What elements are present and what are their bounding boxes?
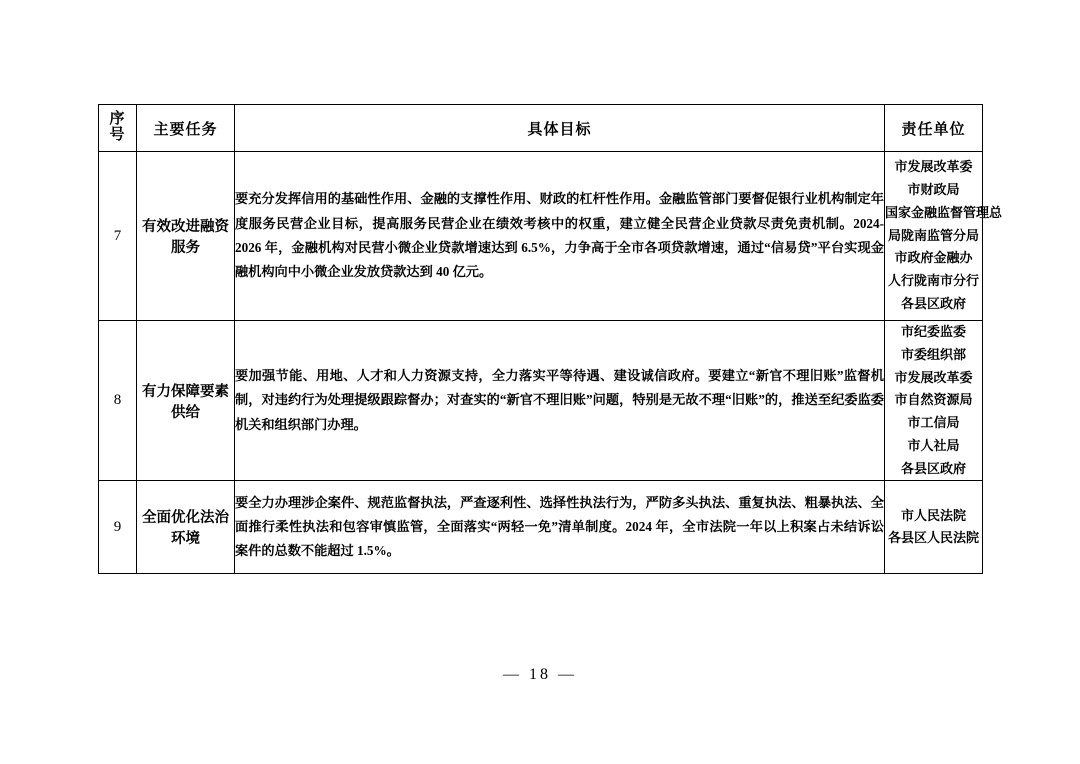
row-goal-part1: 要加强节能、用地、人才和人力资源支持，全力落实平等待遇、建设诚信政府。要建立“新官不理旧账”监督机制，对违约行为处理提级跟踪督办；对查实的“新官不理旧账”问题，特别是无故不理“旧账”的，推送至纪委监委机关和组织部门办理。 — [235, 367, 884, 432]
row-unit — [885, 481, 983, 574]
page-number: — 18 — — [503, 666, 577, 683]
row-goal-part1: 要充分发挥信用的基础性作用、金融的支撑性作用、财政的杠杆性作用。金融监管部门要督促银行业机构制定年度服务民营企业目标，提高服务民营企业在绩效考核中的权重，建立健全民营企业贷款尽责免责机制。 — [235, 191, 884, 231]
unit-item: 市财政局 — [907, 182, 960, 198]
unit-item: 市政府金融办 — [894, 250, 973, 266]
row-task: 全面优化法治环境 — [137, 481, 235, 574]
unit-item: 市发展改革委 — [894, 369, 973, 385]
row-goal-part1: 要全力办理涉企案件、规范监督执法，严查逐利性、选择性执法行为，严防多头执法、重复执法、粗暴执法、全面推行柔性执法和包容审慎监管，全面落实“两轻一免”清单制度。 — [235, 494, 884, 535]
unit-item: 国家金融监督管理总 — [885, 204, 1003, 220]
unit-item: 市发展改革委 — [894, 159, 973, 175]
row-unit — [885, 321, 983, 481]
unit-item: 市纪委监委 — [900, 324, 966, 339]
row-goal-part2: 2024 年，全市法院一年以上积案占未结诉讼案件的总数不能超过 1.5%。 — [235, 519, 884, 559]
column-header-goal: 具体目标 — [235, 105, 885, 152]
row-goal — [235, 152, 885, 321]
unit-item: 各县区政府 — [900, 295, 966, 311]
unit-item: 市工信局 — [907, 415, 960, 430]
row-goal — [235, 321, 885, 481]
row-goal — [235, 481, 885, 574]
table-row — [99, 321, 983, 481]
column-header-number-line2: 号 — [109, 127, 126, 143]
unit-item: 各县区人民法院 — [887, 530, 979, 546]
unit-item: 人行陇南市分行 — [887, 273, 979, 289]
row-number: 8 — [99, 321, 137, 481]
table-row — [99, 152, 983, 321]
unit-item: 市自然资源局 — [894, 392, 973, 408]
column-header-task: 主要任务 — [137, 105, 235, 152]
task-table — [98, 104, 1003, 574]
unit-item: 市人社局 — [907, 437, 960, 453]
unit-item: 市人民法院 — [900, 507, 966, 523]
row-task: 有效改进融资服务 — [137, 152, 235, 321]
row-task: 有力保障要素供给 — [137, 321, 235, 481]
column-header-unit: 责任单位 — [885, 105, 983, 152]
row-number: 9 — [99, 481, 137, 574]
column-header-number-line1: 序 — [109, 111, 126, 128]
unit-item: 市委组织部 — [900, 346, 966, 362]
task-table-container — [98, 104, 1003, 574]
unit-item: 各县区政府 — [900, 460, 966, 476]
row-number: 7 — [99, 152, 137, 321]
table-row — [99, 481, 983, 574]
column-header-number — [99, 105, 137, 152]
unit-item: 局陇南监管分局 — [887, 227, 979, 243]
row-goal-part2: 2024-2026 年，金融机构对民营小微企业贷款增速达到 6.5%，力争高于全市各项贷款增速，通过“信易贷”平台实现金融机构向中小微企业发放贷款达到 40 亿元。 — [235, 215, 884, 280]
table-header-row — [99, 105, 983, 152]
row-unit — [885, 152, 1003, 321]
